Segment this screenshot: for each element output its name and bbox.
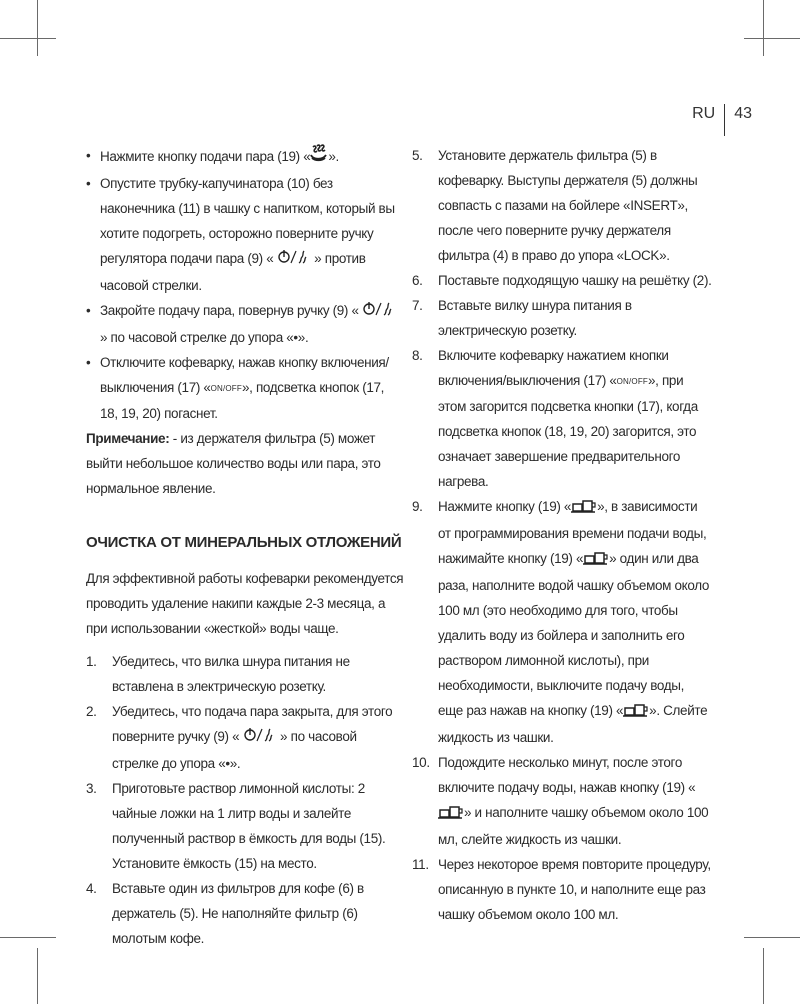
list-item: • Нажмите кнопку подачи пара (19) « ». <box>86 143 404 171</box>
list-item: 10. Подождите несколько минут, после этого включите подачу воды, нажав кнопку (19) «» и наполните чашку объемом около 100 мл, слейте жидкость из чашки. <box>412 755 709 847</box>
list-item: 9. Нажмите кнопку (19) « », в зависимости от программирования времени подачи воды, нажимайте кнопку (19) « » один или два раза, наполните водой чашку объемом около 100 мл (это необходимо для того, чтобы удалить воду из бойлера и заполнить его раствором лимонной кислоты), при необходимости, выключите подачу воды, еще раз нажав на кнопку (19) « ». Слейте жидкость из чашки. <box>412 494 712 750</box>
list-item: 6. Поставьте подходящую чашку на решётку (2). <box>412 273 712 288</box>
crop-mark <box>0 38 56 39</box>
crop-mark <box>744 937 800 938</box>
section-title: ОЧИСТКА ОТ МИНЕРАЛЬНЫХ ОТЛОЖЕНИЙ <box>86 534 402 551</box>
note-label: Примечание: <box>86 431 170 446</box>
list-item: 3. Приготовьте раствор лимонной кислоты: 2 чайные ложки на 1 литр воды и залейте полученный раствор в ёмкость для воды (15). Установите ёмкость (15) на место. <box>86 781 386 871</box>
note-text: - из держателя фильтра (5) может выйти небольшое количество воды или пара, это нормальное явление. <box>86 431 381 496</box>
crop-mark <box>0 937 56 938</box>
list-item: • Опустите трубку-капучинатора (10) без наконечника (11) в чашку с напитком, который вы хотите подогреть, осторожно поверните ручку регулятора подачи пара (9) « » против часовой стрелки. <box>86 171 404 298</box>
note <box>86 426 404 501</box>
crop-mark <box>37 0 38 56</box>
two-cups-icon <box>583 548 609 573</box>
power-steam-dial-icon <box>362 300 396 325</box>
page-header <box>692 92 752 136</box>
two-cups-icon <box>623 700 649 725</box>
two-cups-icon <box>571 496 597 521</box>
left-column <box>86 143 404 951</box>
crop-mark <box>763 948 764 1004</box>
steps-list <box>412 143 712 927</box>
list-item: • Отключите кофеварку, нажав кнопку включения/выключения (17) «ON/OFF», подсветка кнопок (17, 18, 19, 20) погаснет. <box>86 350 404 426</box>
page-number: 43 <box>734 105 752 122</box>
list-item: 7. Вставьте вилку шнура питания в электрическую розетку. <box>412 298 632 338</box>
steam-icon <box>310 143 328 171</box>
crop-mark <box>37 948 38 1004</box>
list-item: 5. Установите держатель фильтра (5) в кофеварку. Выступы держателя (5) должны совпасть с пазами на бойлере «INSERT», после чего поверните ручку держателя фильтра (4) в право до упора «LOCK». <box>412 148 698 263</box>
steps-list <box>86 649 404 951</box>
on-off-label: ON/OFF <box>616 377 649 386</box>
crop-mark <box>763 0 764 56</box>
crop-mark <box>744 38 800 39</box>
on-off-label: ON/OFF <box>210 384 242 393</box>
bullet-list <box>86 143 404 426</box>
section-intro: Для эффективной работы кофеварки рекомендуется проводить удаление накипи каждые 2-3 месяца, а при использовании «жесткой» воды чаще. <box>86 571 404 636</box>
power-steam-dial-icon <box>243 726 277 751</box>
list-item: 2. Убедитесь, что подача пара закрыта, для этого поверните ручку (9) « » по часовой стрелке до упора «•». <box>86 704 393 771</box>
language-code: RU <box>692 105 716 122</box>
list-item: 11. Через некоторое время повторите процедуру, описанную в пункте 10, и наполните еще раз чашку объемом около 100 мл. <box>412 857 711 922</box>
right-column <box>412 143 712 927</box>
power-steam-dial-icon <box>277 248 311 273</box>
list-item: 8. Включите кофеварку нажатием кнопки включения/выключения (17) «ON/OFF», при этом загорится подсветка кнопки (17), когда подсветка кнопок (18, 19, 20) загорится, это означает завершение предварительного нагрева. <box>412 348 698 489</box>
list-item: 1. Убедитесь, что вилка шнура питания не вставлена в электрическую розетку. <box>86 654 350 694</box>
list-item: • Закройте подачу пара, повернув ручку (9) « » по часовой стрелке до упора «•». <box>86 298 404 350</box>
two-cups-icon <box>438 802 464 827</box>
list-item: 4. Вставьте один из фильтров для кофе (6) в держатель (5). Не наполняйте фильтр (6) молотым кофе. <box>86 881 364 946</box>
